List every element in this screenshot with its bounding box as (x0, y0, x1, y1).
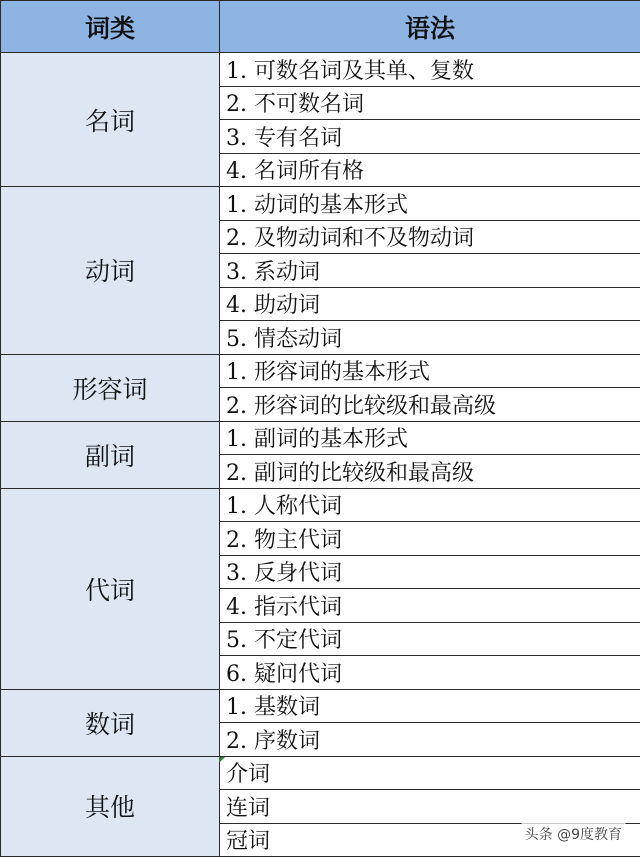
table-row (1, 421, 640, 455)
grammar-item-cell: 2. 不可数名词 (220, 86, 640, 120)
grammar-item-cell: 2. 物主代词 (220, 522, 640, 556)
header-category: 词类 (1, 1, 220, 53)
table-row (1, 756, 640, 790)
table-row (1, 53, 640, 87)
table-body (1, 53, 640, 857)
grammar-item-cell: 1. 形容词的基本形式 (220, 354, 640, 388)
category-cell: 名词 (1, 53, 220, 187)
comment-marker-icon (219, 757, 225, 763)
grammar-item-cell: 6. 疑问代词 (220, 656, 640, 690)
grammar-item-cell: 1. 基数词 (220, 689, 640, 723)
table-row (1, 354, 640, 388)
grammar-item-cell: 2. 及物动词和不及物动词 (220, 220, 640, 254)
header-grammar: 语法 (220, 1, 640, 53)
grammar-item-cell: 介词 (220, 756, 640, 790)
grammar-item-cell: 冠词 (220, 823, 640, 857)
category-cell: 数词 (1, 689, 220, 756)
category-cell: 代词 (1, 488, 220, 689)
category-cell: 形容词 (1, 354, 220, 421)
grammar-item-cell: 4. 助动词 (220, 287, 640, 321)
grammar-item-cell: 4. 名词所有格 (220, 153, 640, 187)
table-row (1, 488, 640, 522)
grammar-item-cell: 5. 不定代词 (220, 622, 640, 656)
grammar-item-cell: 4. 指示代词 (220, 589, 640, 623)
grammar-item-cell: 2. 序数词 (220, 723, 640, 757)
grammar-item-cell: 1. 可数名词及其单、复数 (220, 53, 640, 87)
category-cell: 副词 (1, 421, 220, 488)
grammar-item-cell: 2. 副词的比较级和最高级 (220, 455, 640, 489)
grammar-item-cell: 3. 专有名词 (220, 120, 640, 154)
grammar-item-cell: 1. 副词的基本形式 (220, 421, 640, 455)
grammar-item-cell: 连词 (220, 790, 640, 824)
grammar-item-cell: 1. 人称代词 (220, 488, 640, 522)
grammar-item-cell: 1. 动词的基本形式 (220, 187, 640, 221)
table-row (1, 187, 640, 221)
category-cell: 动词 (1, 187, 220, 355)
table-row (1, 689, 640, 723)
grammar-item-cell: 5. 情态动词 (220, 321, 640, 355)
header-row (1, 1, 640, 53)
watermark: 头条 @9度教育 (521, 822, 626, 846)
grammar-item-cell: 3. 系动词 (220, 254, 640, 288)
grammar-item-cell: 3. 反身代词 (220, 555, 640, 589)
grammar-item-cell: 2. 形容词的比较级和最高级 (220, 388, 640, 422)
category-cell: 其他 (1, 756, 220, 857)
